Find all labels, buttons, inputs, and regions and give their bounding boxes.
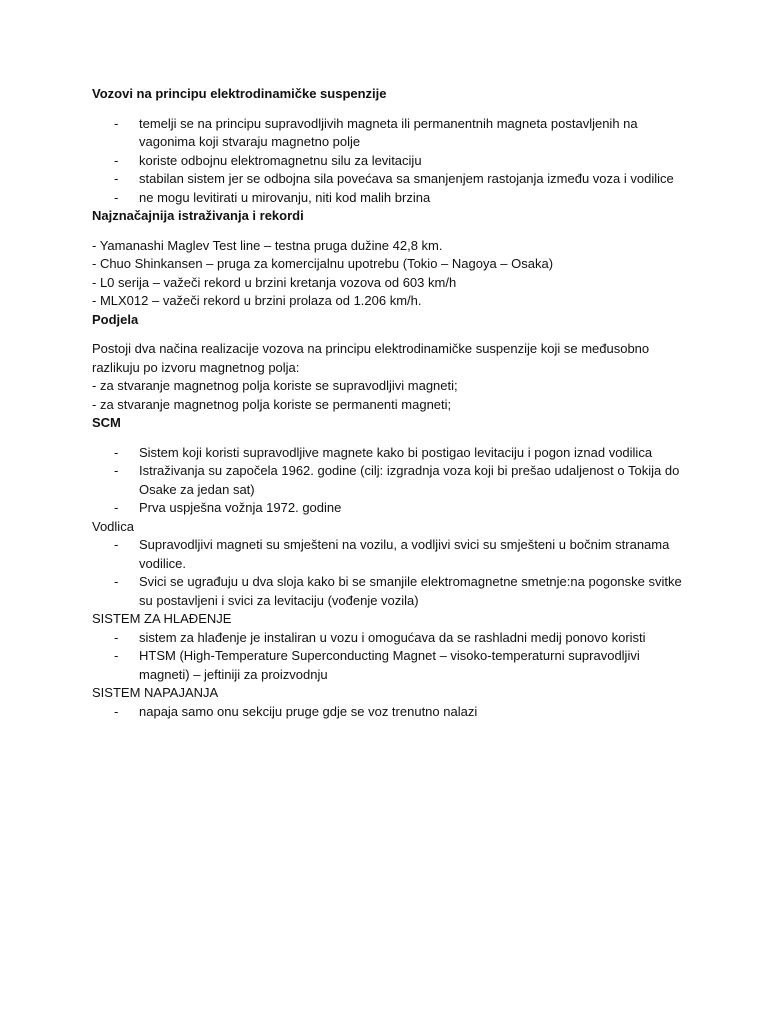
list-item: - Svici se ugrađuju u dva sloja kako bi se smanjile elektromagnetne smetnje:na pogonske svitke su postavljeni i svici za levitaciju (vođenje vozila) bbox=[114, 574, 682, 608]
section-heading-hladjenje: SISTEM ZA HLAĐENJE bbox=[92, 611, 232, 626]
bullet: - bbox=[114, 171, 119, 186]
podjela-item: - za stvaranje magnetnog polja koriste se supravodljivi magneti; bbox=[92, 378, 458, 393]
vodlica-list bbox=[92, 536, 688, 610]
bullet: - bbox=[114, 574, 119, 589]
section-heading-napajanja: SISTEM NAPAJANJA bbox=[92, 685, 219, 700]
bullet: - bbox=[114, 152, 119, 168]
list-item: - HTSM (High-Temperature Superconducting Magnet – visoko-temperaturni supravodljivi magneti) – jeftiniji za proizvodnju bbox=[114, 648, 640, 682]
section-heading-eds: Vozovi na principu elektrodinamičke suspenzije bbox=[92, 86, 387, 101]
list-item: - napaja samo onu sekciju pruge gdje se voz trenutno nalazi bbox=[92, 703, 688, 722]
record-line: - L0 serija – važeči rekord u brzini kretanja vozova od 603 km/h bbox=[92, 274, 457, 290]
bullet: - bbox=[114, 703, 119, 719]
eds-properties-list bbox=[92, 115, 688, 208]
list-item: - Sistem koji koristi supravodljive magnete kako bi postigao levitaciju i pogon iznad vodilica bbox=[92, 444, 688, 463]
list-item: - temelji se na principu supravodljivih magneta ili permanentnih magneta postavljenih na vagonima koji stvaraju magnetno polje bbox=[114, 115, 638, 149]
bullet: - bbox=[114, 629, 119, 645]
list-item: - koriste odbojnu elektromagnetnu silu za levitaciju bbox=[92, 152, 688, 171]
section-heading-vodlica: Vodlica bbox=[92, 518, 134, 534]
bullet: - bbox=[114, 444, 119, 460]
bullet: - bbox=[114, 648, 119, 663]
hladjenje-list bbox=[92, 629, 688, 685]
napajanja-list bbox=[92, 703, 688, 722]
list-item: - sistem za hlađenje je instaliran u vozu i omogućava da se rashladni medij ponovo koristi bbox=[92, 629, 688, 648]
scm-list bbox=[92, 444, 688, 518]
record-line: - MLX012 – važeči rekord u brzini prolaza od 1.206 km/h. bbox=[92, 293, 422, 308]
bullet: - bbox=[114, 537, 119, 552]
list-item: - stabilan sistem jer se odbojna sila povećava sa smanjenjem rastojanja između voza i vodilice bbox=[92, 170, 688, 189]
list-item: - ne mogu levitirati u mirovanju, niti kod malih brzina bbox=[92, 189, 688, 208]
list-item: - Supravodljivi magneti su smješteni na vozilu, a vodljivi svici su smješteni u bočnim stranama vodilice. bbox=[114, 537, 670, 571]
podjela-intro: Postoji dva načina realizacije vozova na principu elektrodinamičke suspenzije koji se međusobno razlikuju po izvoru magnetnog polja: bbox=[92, 341, 650, 375]
bullet: - bbox=[114, 500, 119, 515]
bullet: - bbox=[114, 189, 119, 205]
section-heading-records: Najznačajnija istraživanja i rekordi bbox=[92, 208, 304, 223]
section-heading-scm: SCM bbox=[92, 415, 121, 430]
record-line: - Yamanashi Maglev Test line – testna pruga dužine 42,8 km. bbox=[92, 237, 443, 253]
section-heading-podjela: Podjela bbox=[92, 311, 139, 327]
list-item: - Istraživanja su započela 1962. godine (cilj: izgradnja voza koji bi prešao udaljenost o Tokija do Osake za jedan sat) bbox=[114, 463, 680, 497]
list-item: - Prva uspješna vožnja 1972. godine bbox=[92, 499, 688, 518]
podjela-item: - za stvaranje magnetnog polja koriste se permanenti magneti; bbox=[92, 396, 452, 412]
bullet: - bbox=[114, 115, 119, 131]
bullet: - bbox=[114, 463, 119, 478]
record-line: - Chuo Shinkansen – pruga za komercijalnu upotrebu (Tokio – Nagoya – Osaka) bbox=[92, 256, 554, 271]
